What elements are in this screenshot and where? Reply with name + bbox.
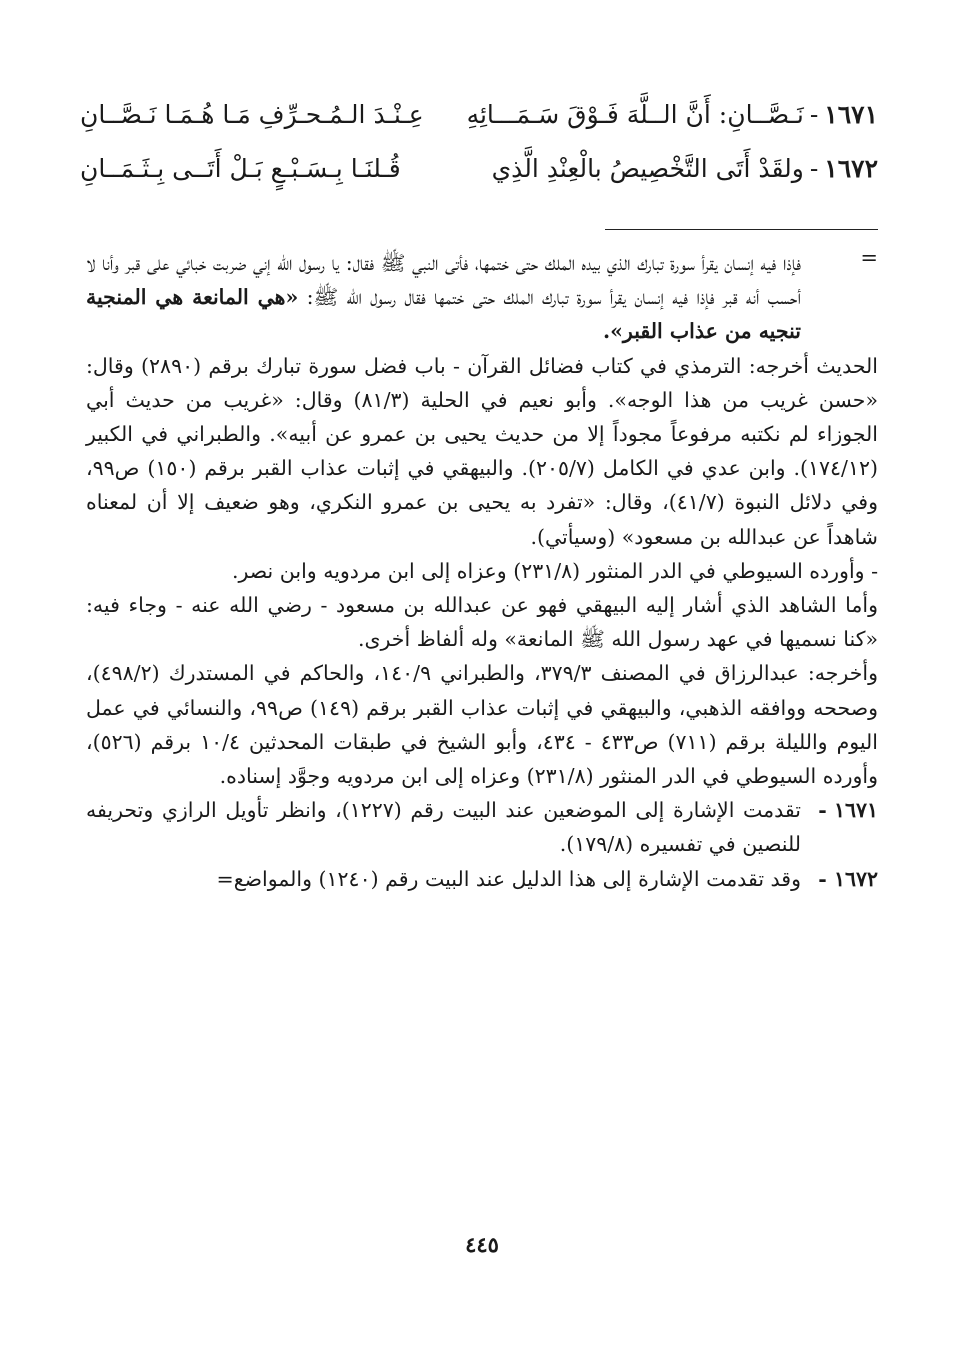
- footnote-paragraph: فإذا فيه إنسان يقرأ سورة تبارك الذي بيده الملك حتى ختمها، فأتى النبي ﷺ فقال: يا رسول الله إني ضربت خبائي على قبر وأنا لا أحسب أنه قبر فإذا فيه إنسان يقرأ سورة تبارك الملك حتى ختمها فقال رسول الله ﷺ: «هي المانعة هي المنجية تنجيه من عذاب القبر».: [86, 251, 801, 344]
- footnote-number: ١٦٧٢ -: [818, 866, 878, 891]
- poem-verses: [80, 100, 878, 208]
- footnote-text: تقدمت الإشارة إلى الموضعين عند البيت رقم (١٢٢٧)، وانظر تأويل الرازي وتحريفه للنصين في تفسيره (١٧٩/٨).: [86, 798, 801, 857]
- footnote-paragraph: الحديث أخرجه: الترمذي في كتاب فضائل القرآن - باب فضل سورة تبارك برقم (٢٨٩٠) وقال: «حسن غريب من هذا الوجه». وأبو نعيم في الحلية (٨١/٣) وقال: «غريب من حديث أبي الجوزاء لم نكتبه مرفوعاً مجوداً إلا من حديث يحيى بن عمرو عن أبيه». والطبراني في الكبير (١٧٤/١٢). وابن عدي في الكامل (٢٠٥/٧). والبيهقي في إثبات عذاب القبر برقم (١٥٠) ص٩٩، وفي دلائل النبوة (٤١/٧)، وقال: «تفرد به يحيى بن عمرو النكري، وهو ضعيف إلا أن لمعناه شاهداً عن عبدالله بن مسعود» (وسيأتي).: [86, 353, 879, 549]
- footnote-paragraph: وأما الشاهد الذي أشار إليه البيهقي فهو عن عبدالله بن مسعود - رضي الله عنه - وجاء فيه: «كنا نسميها في عهد رسول الله ﷺ المانعة» وله ألفاظ أخرى.: [86, 593, 878, 652]
- footnotes: [86, 246, 878, 896]
- continuation-mark: =: [860, 246, 878, 270]
- footnote-number: ١٦٧١ -: [818, 798, 878, 823]
- verse-1672: ١٦٧٢ - ولقَدْ أَتَى التَّخْصِيصُ بالْعِنْدِ الَّذِي قُـلنَـا بِـسَـبْـعٍ بَـلْ أَتَــى بِـثَـمَــانِ: [80, 154, 878, 183]
- footnote-1671: [86, 793, 878, 861]
- verse-second-hemistich: عِـنْـدَ الـمُـحـرِّفِ مَـا هُـمَـا نَـصَّــانِ: [80, 100, 424, 129]
- footnote-paragraph: - وأورده السيوطي في الدر المنثور (٢٣١/٨) وعزاه إلى ابن مردويه وابن نصر.: [231, 558, 878, 583]
- footnote-1672: [86, 862, 878, 896]
- footnote-paragraph: وأخرجه: عبدالرزاق في المصنف ٣٧٩/٣، والطبراني ١٤٠/٩، والحاكم في المستدرك (٤٩٨/٢)، وصححه ووافقه الذهبي، والبيهقي في إثبات عذاب القبر برقم (١٤٩) ص٩٩، والنسائي في عمل اليوم والليلة برقم (٧١١) ص٤٣٣ - ٤٣٤، وأبو الشيخ في طبقات المحدثين ١٠/٤ برقم (٥٢٦)، وأورده السيوطي في الدر المنثور (٢٣١/٨) وعزاه إلى ابن مردويه وجوَّد إسناده.: [86, 661, 878, 789]
- footnote-text: وقد تقدمت الإشارة إلى هذا الدليل عند البيت رقم (١٢٤٠) والمواضع=: [216, 866, 801, 891]
- verse-1671: ١٦٧١ - نَـصَّــانِ: أَنَّ الــلَّهَ فَـوْقَ سَـمَـــائِهِ عِـنْـدَ الـمُـحـرِّفِ مَـا هُـمَـا نَـصَّــانِ: [80, 100, 878, 129]
- verse-second-hemistich: قُـلنَـا بِـسَـبْـعٍ بَـلْ أَتَــى بِـثَـمَــانِ: [80, 154, 401, 183]
- verse-first-hemistich: ولقَدْ أَتَى التَّخْصِيصُ بالْعِنْدِ الَّذِي: [491, 154, 804, 183]
- footnote-separator: [605, 229, 878, 230]
- verse-first-hemistich: نَـصَّــانِ: أَنَّ الــلَّهَ فَـوْقَ سَـمَـــائِهِ: [466, 100, 804, 129]
- page-number: ٤٤٥: [465, 1232, 499, 1257]
- verse-number: ١٦٧٢: [824, 154, 878, 183]
- verse-number: ١٦٧١: [824, 100, 878, 129]
- hadith-quote: «هي المانعة هي المنجية تنجيه من عذاب القبر».: [86, 285, 801, 344]
